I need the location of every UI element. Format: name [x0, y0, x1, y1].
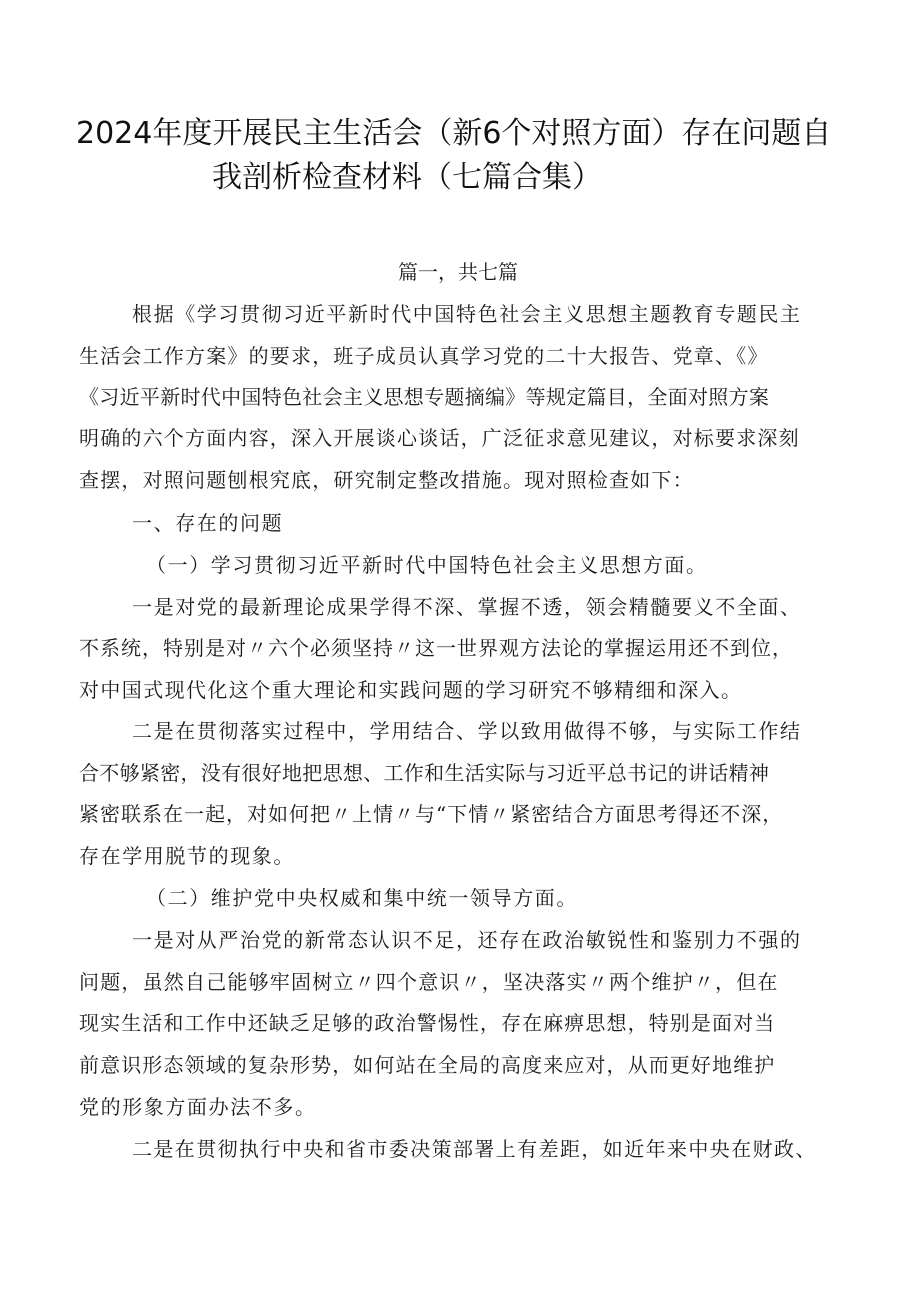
- paragraph-line: 存在学用脱节的现象。: [79, 844, 295, 868]
- paragraph-line: 问题，虽然自己能够牢固树立〃四个意识〃，坚决落实〃两个维护〃，但在: [79, 970, 779, 994]
- paragraph-line: 党的形象方面办法不多。: [79, 1095, 317, 1119]
- section-subtitle: 篇一，共七篇: [398, 260, 518, 284]
- subsection-heading: （一）学习贯彻习近平新时代中国特色社会主义思想方面。: [146, 553, 708, 577]
- paragraph-line: 查摆，对照问题刨根究底，研究制定整改措施。现对照检查如下：: [79, 468, 694, 492]
- paragraph-line: 前意识形态领域的复杂形势，如何站在全局的高度来应对，从而更好地维护: [79, 1053, 776, 1077]
- subsection-heading: （二）维护党中央权威和集中统一领导方面。: [146, 886, 578, 910]
- paragraph-line: 二是在贯彻落实过程中，学用结合、学以致用做得不够，与实际工作结: [132, 719, 802, 743]
- paragraph-line: 对中国式现代化这个重大理论和实践问题的学习研究不够精细和深入。: [79, 678, 743, 702]
- paragraph-line: 二是在贯彻执行中央和省市委决策部署上有差距，如近年来中央在财政、: [132, 1137, 817, 1161]
- paragraph-line: 紧密联系在一起，对如何把〃上情〃与“下情〃紧密结合方面思考得还不深，: [79, 802, 784, 826]
- paragraph-line: 明确的六个方面内容，深入开展谈心谈话，广泛征求意见建议，对标要求深刻: [79, 426, 800, 450]
- title-line-1: 2024年度开展民主生活会（新6个对照方面）存在问题自: [76, 116, 832, 151]
- section-heading: 一、存在的问题: [132, 511, 284, 535]
- paragraph-line: 合不够紧密，没有很好地把思想、工作和生活实际与习近平总书记的讲话精神: [79, 761, 770, 785]
- paragraph-line: 生活会工作方案》的要求，班子成员认真学习党的二十大报告、党章、《》: [79, 344, 769, 368]
- paragraph-line: 不系统，特别是对〃六个必须坚持〃这一世界观方法论的掌握运用还不到位，: [79, 636, 793, 660]
- paragraph-line: 《习近平新时代中国特色社会主义思想专题摘编》等规定篇目，全面对照方案: [79, 385, 770, 409]
- paragraph-line: 一是对从严治党的新常态认识不足，还存在政治敏锐性和鉴别力不强的: [132, 928, 802, 952]
- title-line-2: 我剖析检查材料（七篇合集）: [212, 160, 602, 195]
- paragraph-line: 根据《学习贯彻习近平新时代中国特色社会主义思想主题教育专题民主: [132, 302, 802, 326]
- paragraph-line: 现实生活和工作中还缺乏足够的政治警惕性，存在麻痹思想，特别是面对当: [79, 1011, 776, 1035]
- paragraph-line: 一是对党的最新理论成果学得不深、掌握不透，领会精髓要义不全面、: [132, 595, 802, 619]
